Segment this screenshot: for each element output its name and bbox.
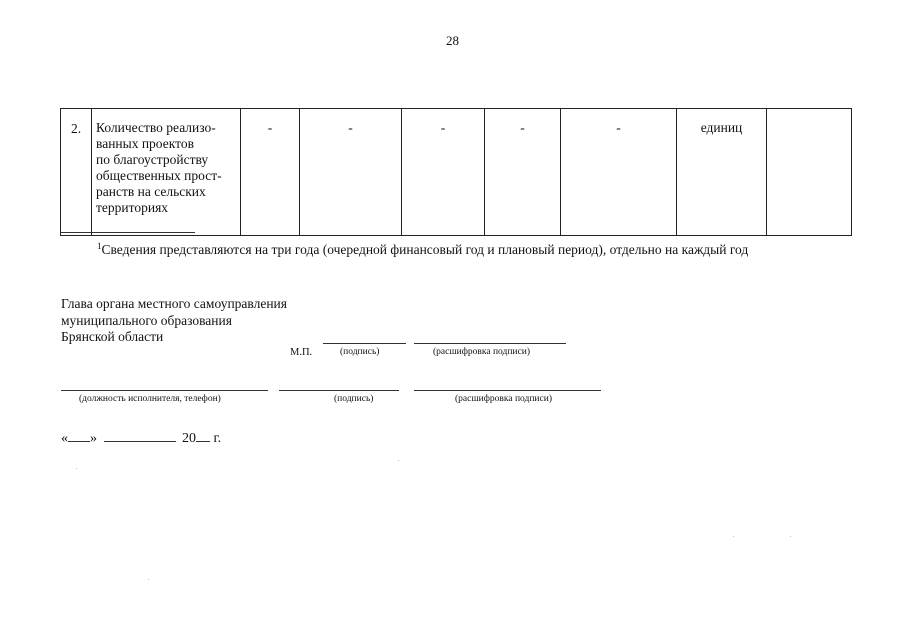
row-number-cell: 2.: [61, 109, 92, 236]
stamp-place-label: М.П.: [290, 347, 313, 358]
indicator-name-cell: [92, 109, 241, 236]
signatory-title-line: Глава органа местного самоуправления: [61, 296, 287, 311]
executor-signature-line: [279, 390, 399, 391]
executor-caption: (должность исполнителя, телефон): [79, 394, 221, 404]
executor-signature-caption: (подпись): [334, 394, 374, 404]
indicators-table: [60, 108, 852, 236]
value-cell: -: [561, 109, 677, 236]
scan-speck: [398, 460, 399, 461]
indicator-name-line: по благоустройству: [96, 152, 209, 167]
decode-signature-line: [414, 343, 566, 344]
value-cell: -: [485, 109, 561, 236]
indicator-name-line: ванных проектов: [96, 136, 194, 151]
signatory-title: [61, 296, 287, 346]
unit-cell: единиц: [677, 109, 767, 236]
executor-decode-caption: (расшифровка подписи): [455, 394, 552, 404]
year-prefix: 20: [182, 431, 196, 446]
empty-cell: [767, 109, 852, 236]
day-blank: [68, 427, 90, 442]
year-blank: [196, 427, 210, 442]
signatory-title-line: Брянской области: [61, 329, 164, 344]
indicator-name-line: Количество реализо-: [96, 120, 216, 135]
indicator-name-line: территориях: [96, 200, 169, 215]
scan-speck: [733, 536, 734, 537]
close-quote: »: [90, 431, 97, 446]
month-blank: [104, 427, 176, 442]
year-suffix: г.: [213, 431, 222, 446]
scan-speck: [148, 579, 149, 580]
footnote-divider: [60, 232, 195, 233]
table-row: [61, 109, 852, 236]
executor-decode-line: [414, 390, 601, 391]
scan-speck: [76, 468, 77, 469]
date-line: [61, 427, 221, 447]
footnote-marker: 1: [97, 241, 102, 251]
signature-line: [323, 343, 406, 344]
signature-caption: (подпись): [340, 347, 380, 357]
value-cell: -: [241, 109, 300, 236]
indicator-name-line: ранств на сельских: [96, 184, 206, 199]
signatory-title-line: муниципального образования: [61, 312, 232, 328]
open-quote: «: [61, 431, 68, 446]
decode-signature-caption: (расшифровка подписи): [433, 347, 530, 357]
scan-speck: [790, 536, 791, 537]
indicator-name-line: общественных прост-: [96, 168, 222, 183]
footnote: [97, 241, 748, 258]
page-number: 28: [446, 33, 459, 48]
footnote-text: Сведения представляются на три года (очередной финансовый год и плановый период), отдельно на каждый год: [101, 242, 749, 257]
value-cell: -: [300, 109, 402, 236]
value-cell: -: [402, 109, 485, 236]
executor-line: [61, 390, 268, 391]
